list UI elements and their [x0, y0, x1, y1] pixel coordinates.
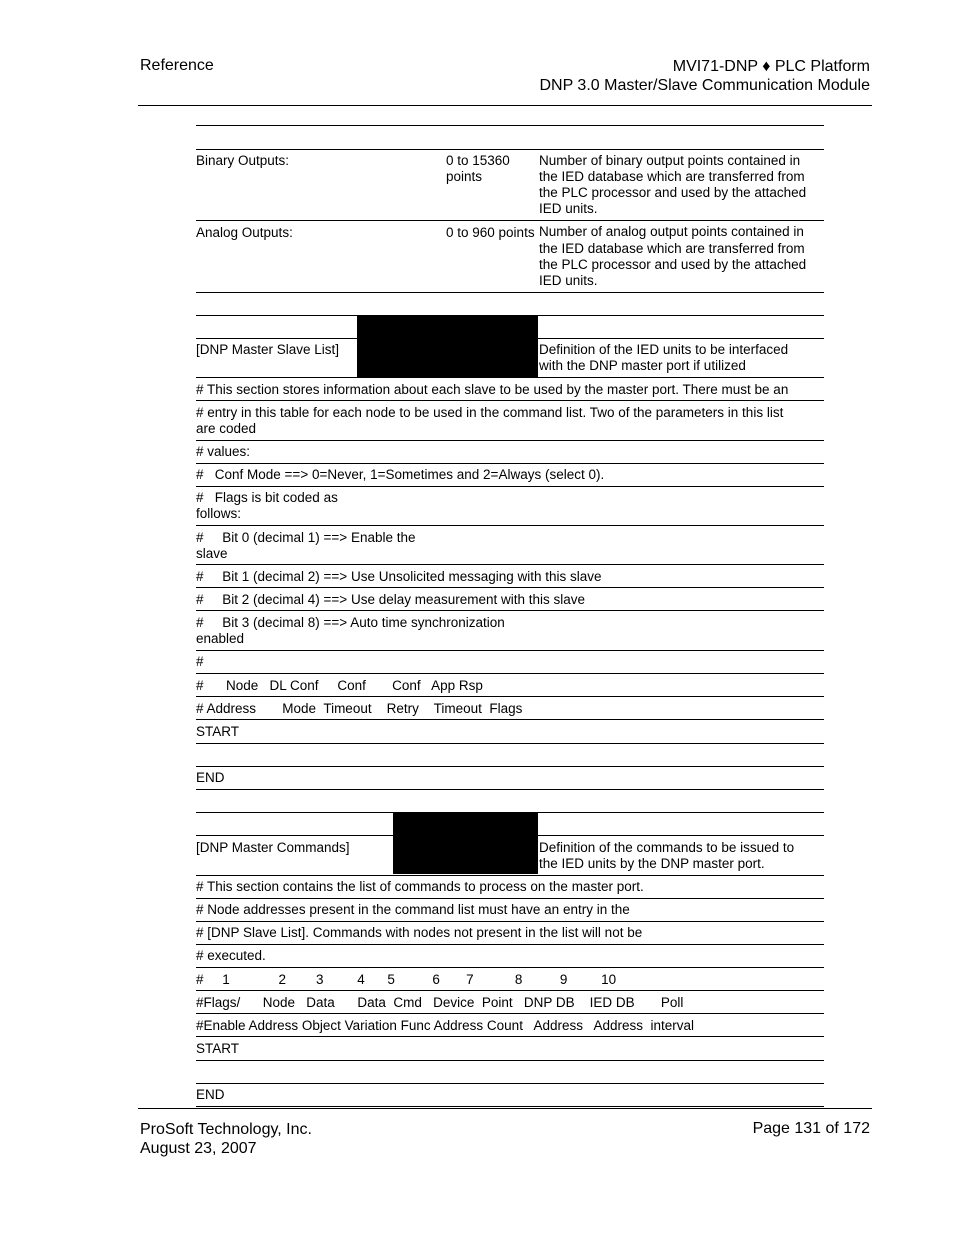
footer-company: ProSoft Technology, Inc. — [140, 1121, 312, 1138]
param-desc: the IED database which are transferred from — [539, 241, 805, 256]
footer-rule — [138, 1108, 872, 1109]
commands-desc: the IED units by the DNP master port. — [539, 856, 765, 871]
config-line: END — [196, 770, 225, 785]
table-rule — [196, 125, 824, 126]
config-line: START — [196, 724, 240, 739]
config-line: # executed. — [196, 948, 266, 963]
commands-desc: Definition of the commands to be issued to — [539, 840, 795, 855]
config-line: # values: — [196, 444, 251, 459]
page-number: Page 131 of 172 — [752, 1120, 870, 1137]
table-rule — [196, 898, 824, 899]
table-rule — [196, 990, 824, 991]
header-product: MVI71-DNP ♦ PLC Platform — [672, 58, 870, 75]
config-line: # entry in this table for each node to be used in the command list. Two of the parameters in this list — [196, 405, 784, 420]
table-rule — [196, 789, 824, 790]
redaction-block — [393, 812, 538, 874]
slave-list-desc: Definition of the IED units to be interfaced — [539, 342, 789, 357]
table-rule — [196, 944, 824, 945]
table-rule — [196, 835, 824, 836]
table-rule — [196, 292, 824, 293]
param-name: Binary Outputs: — [196, 153, 290, 168]
table-rule — [196, 1036, 824, 1037]
param-range: points — [446, 169, 483, 184]
table-rule — [196, 440, 824, 441]
param-range: 0 to 960 points — [446, 225, 535, 240]
footer-date: August 23, 2007 — [140, 1140, 257, 1157]
config-line: # Conf Mode ==> 0=Never, 1=Sometimes and 2=Always (select 0). — [196, 467, 605, 482]
table-rule — [196, 463, 824, 464]
config-line: # Address Mode Timeout Retry Timeout Flags — [196, 701, 523, 716]
param-desc: IED units. — [539, 273, 598, 288]
param-desc: Number of analog output points contained in — [539, 224, 804, 239]
config-line: # Flags is bit coded as — [196, 490, 338, 505]
config-line: # This section stores information about each slave to be used by the master port. There must be an — [196, 382, 789, 397]
footer-info — [140, 1120, 312, 1158]
param-desc: the PLC processor and used by the attached — [539, 257, 807, 272]
table-rule — [196, 525, 824, 526]
table-rule — [196, 719, 824, 720]
table-rule — [196, 766, 824, 767]
config-line: slave — [196, 546, 228, 561]
config-line: END — [196, 1087, 225, 1102]
config-line: #Enable Address Object Variation Func Address Count Address Address interval — [196, 1018, 695, 1033]
config-line: # [DNP Slave List]. Commands with nodes not present in the list will not be — [196, 925, 643, 940]
table-rule — [196, 338, 824, 339]
table-rule — [196, 743, 824, 744]
table-rule — [196, 610, 824, 611]
table-rule — [196, 564, 824, 565]
table-rule — [196, 1060, 824, 1061]
param-desc: Number of binary output points contained in — [539, 153, 801, 168]
config-line: # Node DL Conf Conf Conf App Rsp — [196, 678, 483, 693]
table-rule — [196, 149, 824, 150]
param-name: Analog Outputs: — [196, 225, 293, 240]
header-module: DNP 3.0 Master/Slave Communication Module — [539, 77, 870, 94]
table-rule — [196, 1013, 824, 1014]
config-line: # Bit 3 (decimal 8) ==> Auto time synchronization — [196, 615, 505, 630]
header-rule — [138, 105, 872, 106]
param-range: 0 to 15360 — [446, 153, 510, 168]
table-rule — [196, 875, 824, 876]
config-line: # Node addresses present in the command list must have an entry in the — [196, 902, 630, 917]
slave-list-name: [DNP Master Slave List] — [196, 342, 340, 357]
redaction-block — [357, 315, 538, 377]
config-line: # — [196, 654, 204, 669]
header-section: Reference — [140, 57, 214, 74]
param-desc: IED units. — [539, 201, 598, 216]
config-line: #Flags/ Node Data Data Cmd Device Point DNP DB IED DB Poll — [196, 995, 684, 1010]
commands-name: [DNP Master Commands] — [196, 840, 350, 855]
config-line: # Bit 0 (decimal 1) ==> Enable the — [196, 530, 416, 545]
slave-list-desc: with the DNP master port if utilized — [539, 358, 746, 373]
config-line: # This section contains the list of commands to process on the master port. — [196, 879, 644, 894]
table-rule — [196, 220, 824, 221]
header-title — [539, 57, 870, 95]
config-line: enabled — [196, 631, 245, 646]
table-rule — [196, 486, 824, 487]
param-desc: the PLC processor and used by the attached — [539, 185, 807, 200]
table-rule — [196, 921, 824, 922]
table-rule — [196, 650, 824, 651]
table-rule — [196, 1106, 824, 1107]
config-line: # 1 2 3 4 5 6 7 8 9 10 — [196, 972, 617, 987]
table-rule — [196, 1083, 824, 1084]
param-desc: the IED database which are transferred from — [539, 169, 805, 184]
config-line: START — [196, 1041, 240, 1056]
table-rule — [196, 400, 824, 401]
config-line: are coded — [196, 421, 257, 436]
table-rule — [196, 967, 824, 968]
config-line: # Bit 2 (decimal 4) ==> Use delay measurement with this slave — [196, 592, 586, 607]
config-line: # Bit 1 (decimal 2) ==> Use Unsolicited messaging with this slave — [196, 569, 602, 584]
table-rule — [196, 696, 824, 697]
table-rule — [196, 587, 824, 588]
config-line: follows: — [196, 506, 242, 521]
table-rule — [196, 673, 824, 674]
table-rule — [196, 377, 824, 378]
